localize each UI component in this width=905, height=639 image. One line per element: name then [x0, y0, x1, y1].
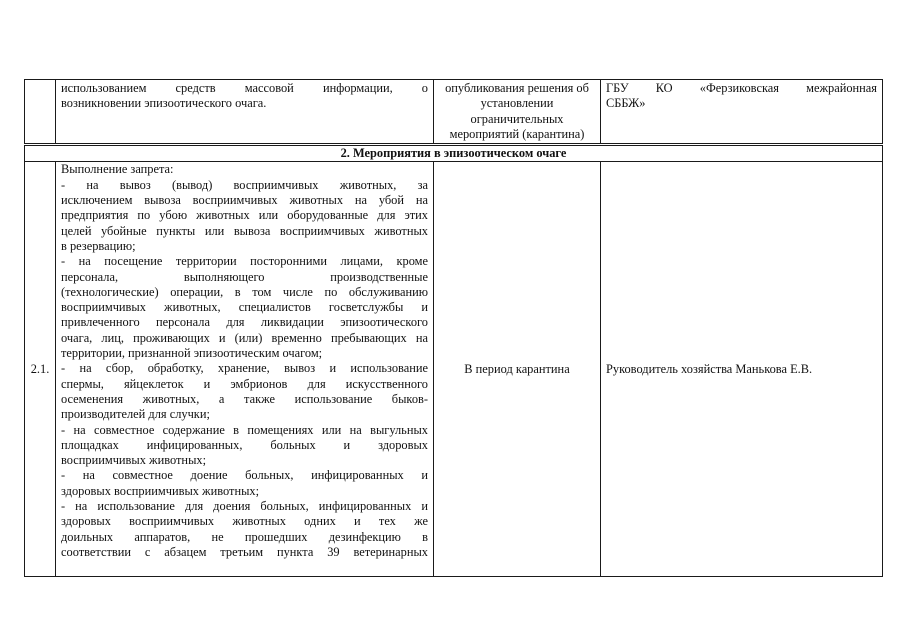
description-line: - на посещение территории посторонними лицами, кроме: [61, 254, 428, 269]
description-line: доильных аппаратов, не прошедших дезинфекцию в: [61, 529, 428, 544]
responsible-line: СББЖ»: [606, 96, 646, 111]
description-line: соответствии с абзацем третьим пункта 39 ветеринарных: [61, 544, 428, 559]
description-line: территории, признанной эпизоотическим очагом;: [61, 346, 323, 361]
description-line: осеменения животных, а также использование быков-: [61, 391, 428, 406]
description-line: (технологические) операции, в том числе по обслуживанию: [61, 284, 428, 299]
description-line: восприимчивых животных, специалистов госветслужбы и: [61, 300, 428, 315]
description-line: возникновении эпизоотического очага.: [61, 96, 267, 111]
row-number-cell: 2.1.: [25, 162, 56, 577]
description-line: восприимчивых животных;: [61, 453, 207, 468]
table-row-continuation: [25, 80, 883, 145]
responsible-line: ГБУ КО «Ферзиковская межрайонная: [606, 81, 877, 95]
description-line: очага, лиц, проживающих и (или) временно пребывающих на: [61, 330, 428, 345]
description-line: - на совместное содержание в помещениях или на выгульных: [61, 422, 428, 437]
description-line: здоровых восприимчивых животных;: [61, 483, 260, 498]
description-line: исключением вывоза восприимчивых животных на убой на: [61, 193, 428, 208]
description-line: здоровых восприимчивых животных одних и тех же: [61, 514, 428, 529]
description-line: целей убойные пункты или вывоза восприимчивых животных: [61, 223, 428, 238]
section-title: 2. Мероприятия в эпизоотическом очаге: [25, 145, 883, 162]
responsible-cell: Руководитель хозяйства Манькова Е.В.: [601, 162, 883, 577]
description-line: - на использование для доения больных, инфицированных и: [61, 499, 428, 514]
description-line: спермы, яйцеклеток и эмбрионов для искусственного: [61, 376, 428, 391]
description-line: использованием средств массовой информации, о: [61, 81, 428, 95]
section-header-row: [25, 145, 883, 162]
term-cell: опубликования решения об установлении ограничительных мероприятий (карантина): [434, 80, 601, 145]
description-line: Выполнение запрета:: [61, 162, 174, 177]
description-line: площадках инфицированных, больных и здоровых: [61, 437, 428, 452]
description-line: производителей для случки;: [61, 407, 210, 422]
description-line: в резервацию;: [61, 238, 136, 253]
table-row-2-1: [25, 162, 883, 577]
description-line: - на сбор, обработку, хранение, вывоз и использование: [61, 361, 428, 376]
measure-description-cell: [56, 80, 434, 145]
description-line: персонала, выполняющего производственные: [61, 269, 428, 284]
row-number-cell: [25, 80, 56, 145]
description-line: привлеченного персонала для ликвидации эпизоотического: [61, 315, 428, 330]
description-line: предприятия по убою животных или оборудованные для этих: [61, 208, 428, 223]
term-cell: В период карантина: [434, 162, 601, 577]
description-line: - на вывоз (вывод) восприимчивых животных, за: [61, 177, 428, 192]
measure-description-cell: [56, 162, 434, 577]
responsible-cell: [601, 80, 883, 145]
description-line: - на совместное доение больных, инфицированных и: [61, 468, 428, 483]
measures-table: [24, 79, 883, 577]
